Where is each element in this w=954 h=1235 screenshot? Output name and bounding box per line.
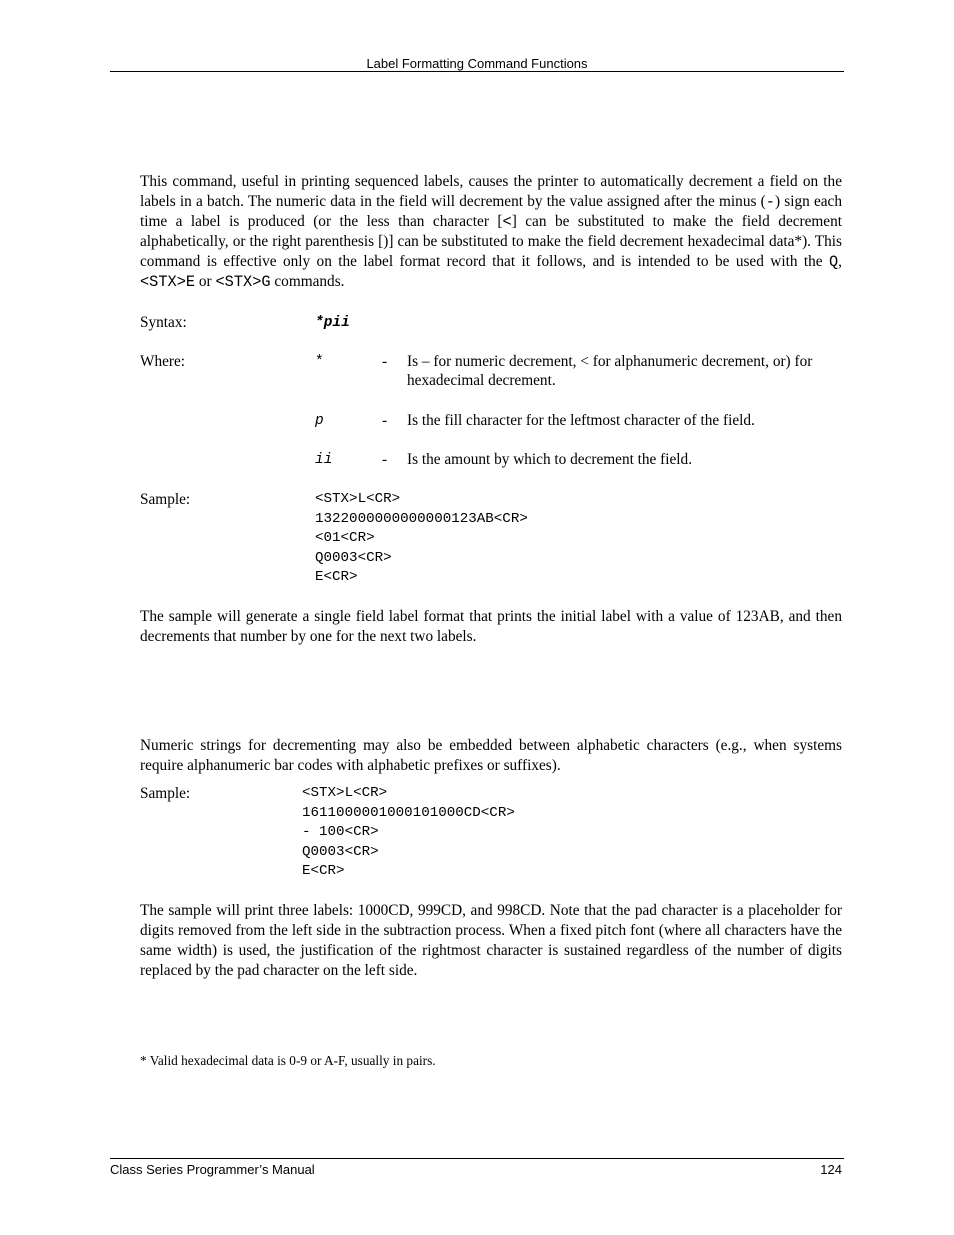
footer-rule bbox=[110, 1158, 844, 1159]
param-desc-p: Is the fill character for the leftmost character of the field. bbox=[407, 412, 755, 429]
param-dash-p: - bbox=[382, 412, 388, 429]
param-symbol-asterisk: * bbox=[315, 354, 324, 370]
sample1-label: Sample: bbox=[140, 491, 191, 508]
sample2-code-line: Q0003<CR> bbox=[302, 843, 379, 860]
sample2-code-line: 1611000001000101000CD<CR> bbox=[302, 804, 515, 821]
intro-text-a: This command, useful in printing sequenced labels, causes the printer to automatically decrement a field on the labels in a batch. The numeric data in the field will decrement by the value assigned after the minus ( bbox=[140, 173, 842, 210]
param-desc-asterisk: Is – for numeric decrement, < for alphanumeric decrement, or) for hexadecimal decrement. bbox=[407, 353, 813, 389]
footer-page-number: 124 bbox=[820, 1162, 842, 1177]
intro-text-d: , bbox=[838, 253, 842, 270]
sample2-code-line: - 100<CR> bbox=[302, 824, 379, 840]
sample2-code-line: <STX>L<CR> bbox=[302, 785, 388, 801]
sample2-label: Sample: bbox=[140, 785, 191, 802]
sample1-code-line: Q0003<CR> bbox=[315, 549, 392, 566]
header-rule bbox=[110, 71, 844, 72]
intro-code-minus: - bbox=[765, 193, 775, 211]
syntax-value: *pii bbox=[315, 315, 350, 331]
param-symbol-ii: ii bbox=[315, 452, 333, 468]
sample1-code-line: <STX>L<CR> bbox=[315, 491, 401, 507]
sample1-note: The sample will generate a single field label format that prints the initial label with a value of 123AB, and then decrements that number by one for the next two labels. bbox=[140, 608, 842, 645]
intro-code-e: <STX>E bbox=[140, 273, 196, 291]
sample1-code-line: E<CR> bbox=[315, 569, 358, 585]
intro-paragraph bbox=[140, 172, 842, 292]
where-label: Where: bbox=[140, 353, 186, 370]
intro-text-e: or bbox=[195, 273, 216, 290]
sample2-code-block bbox=[302, 784, 515, 882]
intro-text-b: ) sign each time a label is produced (or the less than character [ bbox=[140, 193, 842, 230]
param-desc-ii: Is the amount by which to decrement the field. bbox=[407, 451, 693, 468]
intro-text-c: ] can be substituted to make the field decrement alphabetically, or the right parenthesis [)] can be substituted to make the field decrement hexadecimal data*). This command is effective only on the label format record that it follows, and is intended to be used with the bbox=[140, 213, 842, 270]
intro-code-g: <STX>G bbox=[215, 273, 271, 291]
param-dash-asterisk: - bbox=[382, 353, 388, 370]
intro-text-f: commands. bbox=[270, 273, 345, 290]
embedded-paragraph: Numeric strings for decrementing may also be embedded between alphabetic characters (e.g., when systems require alphanumeric bar codes with alphabetic prefixes or suffixes). bbox=[140, 737, 842, 774]
sample2-note: The sample will print three labels: 1000CD, 999CD, and 998CD. Note that the pad character is a placeholder for digits removed from the left side in the subtraction process. When a fixed pitch font (where all characters have the same width) is used, the justification of the rightmost character is sustained regardless of the number of digits replaced by the pad character on the left side. bbox=[140, 902, 842, 979]
footer-manual-title: Class Series Programmer’s Manual bbox=[110, 1162, 315, 1177]
footnote: * Valid hexadecimal data is 0-9 or A-F, usually in pairs. bbox=[140, 1053, 436, 1068]
running-header: Label Formatting Command Functions bbox=[366, 56, 588, 71]
sample1-code-line: <01<CR> bbox=[315, 530, 375, 546]
sample2-code-line: E<CR> bbox=[302, 863, 345, 879]
param-dash-ii: - bbox=[382, 451, 388, 468]
param-symbol-p: p bbox=[315, 413, 324, 429]
intro-code-lt: < bbox=[502, 213, 512, 231]
syntax-label: Syntax: bbox=[140, 314, 187, 331]
sample1-code-line: 1322000000000000123AB<CR> bbox=[315, 510, 528, 527]
sample1-code-block bbox=[315, 490, 528, 588]
intro-code-q: Q bbox=[828, 253, 839, 271]
